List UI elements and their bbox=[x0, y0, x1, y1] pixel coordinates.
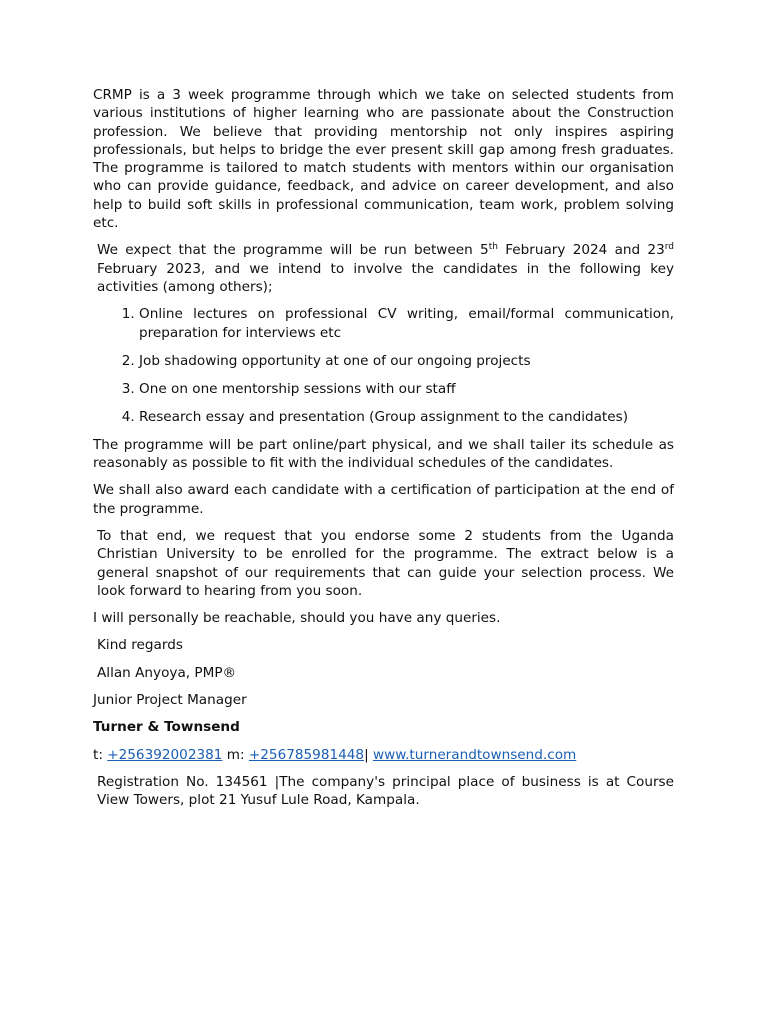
schedule-paragraph bbox=[93, 241, 674, 296]
letter-body bbox=[93, 86, 674, 819]
activity-item: 2. Job shadowing opportunity at one of our ongoing projects bbox=[139, 352, 674, 370]
contact-separator: | bbox=[364, 746, 373, 763]
schedule-sup-2: rd bbox=[664, 242, 674, 253]
schedule-sup-1: th bbox=[488, 242, 498, 253]
request-paragraph: To that end, we request that you endorse some 2 students from the Uganda Christian University to be enrolled for the programme. The extract below is a general snapshot of our requirements that can guide your selection process. We look forward to hearing from you soon. bbox=[97, 527, 674, 599]
mobile-label: m: bbox=[222, 746, 249, 763]
activity-item: 4. Research essay and presentation (Group assignment to the candidates) bbox=[139, 408, 674, 426]
company-name: Turner & Townsend bbox=[93, 719, 240, 736]
kind-regards: Kind regards bbox=[97, 637, 183, 654]
mobile-link[interactable]: +256785981448 bbox=[248, 746, 365, 763]
activities-list bbox=[93, 305, 674, 426]
phone-link[interactable]: +256392002381 bbox=[107, 746, 223, 763]
signatory-name: Allan Anyoya, PMP® bbox=[97, 664, 237, 681]
queries-paragraph: I will personally be reachable, should you have any queries. bbox=[93, 610, 501, 627]
schedule-text-3: February 2023, and we intend to involve the candidates in the following key activities (among others); bbox=[97, 260, 674, 295]
schedule-text-1: We expect that the programme will be run between 5 bbox=[97, 242, 489, 259]
format-paragraph: The programme will be part online/part physical, and we shall tailer its schedule as reasonably as possible to fit with the individual schedules of the candidates. bbox=[93, 436, 674, 472]
award-paragraph: We shall also award each candidate with a certification of participation at the end of the programme. bbox=[93, 482, 674, 517]
activity-item: 1. Online lectures on professional CV writing, email/formal communication, preparation for interviews etc bbox=[139, 305, 674, 342]
intro-paragraph: CRMP is a 3 week programme through which we take on selected students from various institutions of higher learning who are passionate about the Construction profession. We believe that providing mentorship not only inspires aspiring professionals, but helps to bridge the ever present skill gap among fresh graduates. The programme is tailored to match students with mentors within our organisation who can provide guidance, feedback, and advice on career development, and also help to build soft skills in professional communication, team work, problem solving etc. bbox=[93, 87, 674, 232]
registration-paragraph: Registration No. 134561 |The company's principal place of business is at Course View Towers, plot 21 Yusuf Lule Road, Kampala. bbox=[97, 773, 674, 809]
activity-item: 3. One on one mentorship sessions with our staff bbox=[139, 380, 674, 398]
website-link[interactable]: www.turnerandtownsend.com bbox=[372, 746, 577, 763]
schedule-text-2: February 2024 and 23 bbox=[497, 242, 665, 259]
phone-label: t: bbox=[93, 746, 108, 763]
contact-line bbox=[93, 746, 674, 764]
signatory-title: Junior Project Manager bbox=[93, 692, 247, 709]
